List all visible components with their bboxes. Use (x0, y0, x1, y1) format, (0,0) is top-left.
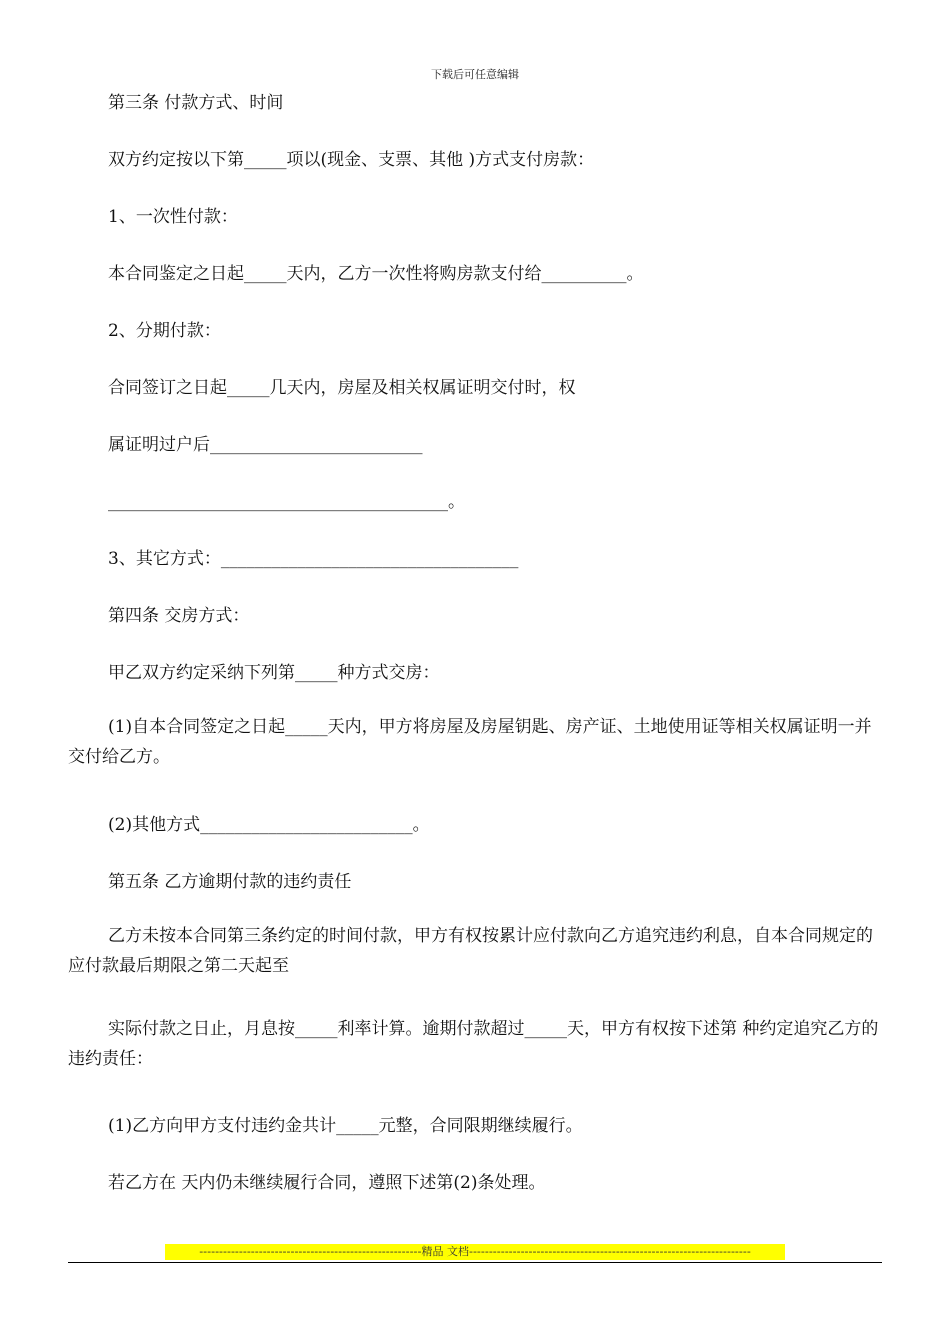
delivery-option-1: (1)自本合同签定之日起_____天内，甲方将房屋及房屋钥匙、房产证、土地使用证等相关权属证明一并交付给乙方。 (68, 717, 872, 767)
article-3-title: 第三条 付款方式、时间 (108, 93, 284, 113)
article-5-title: 第五条 乙方逾期付款的违约责任 (108, 872, 352, 892)
footer-divider (68, 1262, 882, 1263)
delivery-method-paragraph: 甲乙双方约定采纳下列第_____种方式交房： (108, 663, 440, 683)
penalty-option-1: (1)乙方向甲方支付违约金共计_____元整，合同限期继续履行。 (108, 1116, 583, 1136)
other-method-line: 3、其它方式：___________________________________ (108, 549, 519, 569)
interest-paragraph: 实际付款之日止，月息按_____利率计算。逾期付款超过_____天，甲方有权按下述第 种约定追究乙方的违约责任： (68, 1019, 879, 1069)
article-4-title: 第四条 交房方式： (108, 606, 250, 626)
late-payment-paragraph: 乙方未按本合同第三条约定的时间付款，甲方有权按累计应付款向乙方追究违约利息，自本合同规定的应付款最后期限之第二天起至 (68, 926, 873, 976)
payment-method-paragraph: 双方约定按以下第_____项以(现金、支票、其他 )方式支付房款： (108, 150, 595, 170)
lump-sum-paragraph: 本合同鉴定之日起_____天内，乙方一次性将购房款支付给__________。 (108, 264, 644, 284)
installment-heading: 2、分期付款： (108, 321, 221, 341)
delivery-option-2: (2)其他方式_________________________。 (108, 815, 430, 835)
lump-sum-heading: 1、一次性付款： (108, 207, 238, 227)
page-header: 下载后可任意编辑 (431, 68, 519, 81)
further-breach-paragraph: 若乙方在 天内仍未继续履行合同，遵照下述第(2)条处理。 (108, 1173, 546, 1193)
blank-line: ________________________________________。 (108, 492, 465, 512)
footer-label: --------------------------------------------------------精品 文档----------------------------------------------------------------------- (165, 1244, 785, 1260)
installment-paragraph: 合同签订之日起_____几天内，房屋及相关权属证明交付时，权 (108, 378, 576, 398)
title-transfer-line: 属证明过户后_________________________ (108, 435, 423, 455)
